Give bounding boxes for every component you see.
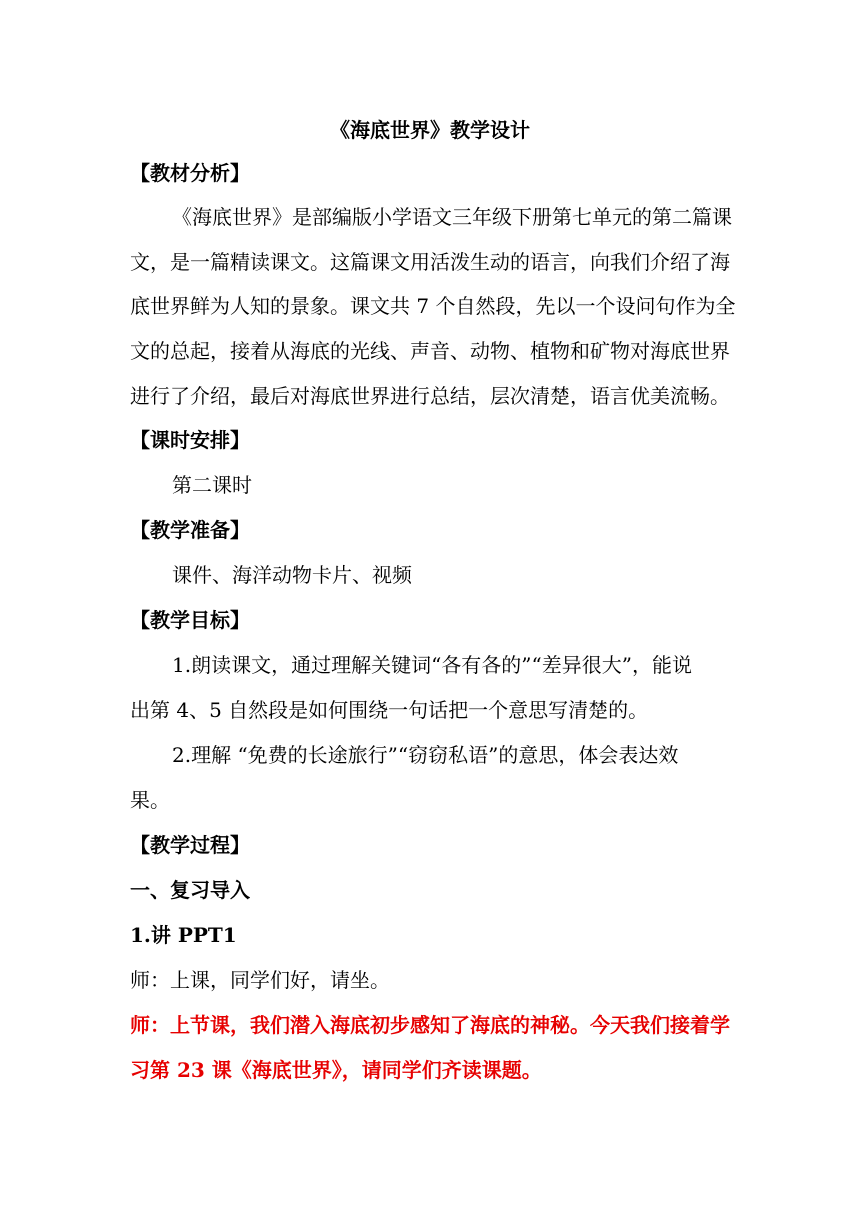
document-title: 《海底世界》教学设计 (330, 118, 530, 142)
analysis-line: 进行了介绍，最后对海底世界进行总结，层次清楚，语言优美流畅。 (130, 384, 730, 408)
analysis-line: 底世界鲜为人知的景象。课文共 7 个自然段，先以一个设问句作为全 (130, 294, 736, 318)
analysis-line: 《海底世界》是部编版小学语文三年级下册第七单元的第二篇课 (172, 205, 732, 229)
teacher-line-highlighted: 习第 23 课《海底世界》，请同学们齐读课题。 (130, 1058, 542, 1082)
goal-2-line: 2.理解 “免费的长途旅行”“窃窃私语”的意思，体会表达效 (172, 743, 679, 767)
section-heading-process: 【教学过程】 (130, 833, 250, 857)
schedule-text: 第二课时 (172, 473, 252, 497)
goal-1-line: 1.朗读课文，通过理解关键词“各有各的”“差异很大”，能说 (172, 653, 692, 677)
teacher-line-highlighted: 师：上节课，我们潜入海底初步感知了海底的神秘。今天我们接着学 (130, 1013, 730, 1037)
section-heading-analysis: 【教材分析】 (130, 161, 250, 185)
section-heading-schedule: 【课时安排】 (130, 428, 250, 452)
section-heading-goals: 【教学目标】 (130, 608, 250, 632)
goal-1-line: 出第 4、5 自然段是如何围绕一句话把一个意思写清楚的。 (130, 698, 649, 722)
section-heading-preparation: 【教学准备】 (130, 518, 250, 542)
part-1-heading: 一、复习导入 (130, 878, 250, 902)
goal-2-line: 果。 (130, 788, 170, 812)
preparation-text: 课件、海洋动物卡片、视频 (172, 563, 412, 587)
step-1-heading: 1.讲 PPT1 (130, 923, 237, 947)
analysis-line: 文，是一篇精读课文。这篇课文用活泼生动的语言，向我们介绍了海 (130, 250, 730, 274)
teacher-line: 师：上课，同学们好，请坐。 (130, 968, 390, 992)
analysis-line: 文的总起，接着从海底的光线、声音、动物、植物和矿物对海底世界 (130, 339, 730, 363)
